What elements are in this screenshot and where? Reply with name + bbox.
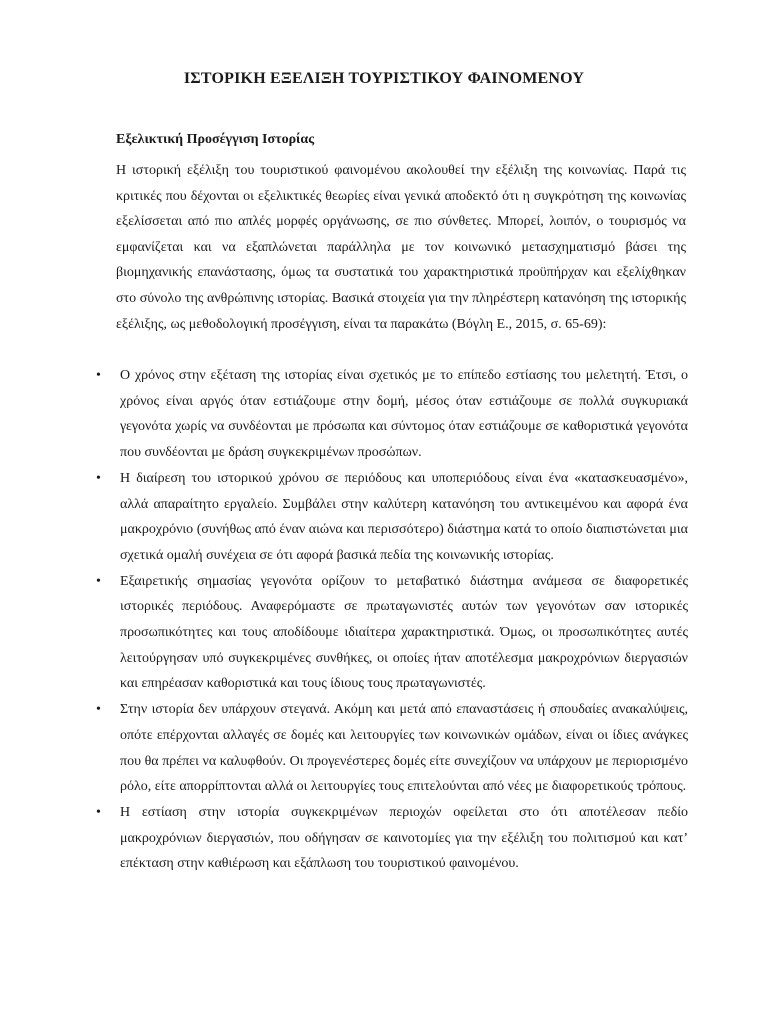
list-item-text: Ο χρόνος στην εξέταση της ιστορίας είναι σχετικός με το επίπεδο εστίασης του μελετητή. Έτσι, ο χρόνος είναι αργός όταν εστιάζουμε στην δομή, μέσος όταν εστιάζουμε σε πολλά συγκυριακά γεγονότα χωρίς να συνδέονται με πρόσωπα και σύντομος όταν εστιάζουμε σε καθοριστικά γεγονότα που συνδέονται με δράση συγκεκριμένων προσώπων. [120,368,688,461]
intro-paragraph: Η ιστορική εξέλιξη του τουριστικού φαινομένου ακολουθεί την εξέλιξη της κοινωνίας. Παρά τις κριτικές που δέχονται οι εξελικτικές θεωρίες είναι γενικά αποδεκτό ότι η συγκρότηση της κοινωνίας εξελίσσεται από πιο απλές μορφές οργάνωσης, σε πιο σύνθετες. Μπορεί, λοιπόν, ο τουρισμός να εμφανίζεται και να εξαπλώνεται παράλληλα με τον κοινωνικό μετασχηματισμό βάσει της βιομηχανικής επανάστασης, όμως τα συστατικά του χαρακτηριστικά προϋπήρχαν και εξελίχθηκαν στο σύνολο της ανθρώπινης ιστορίας. Βασικά στοιχεία για την πληρέστερη κατανόηση της ιστορικής εξέλιξης, ως μεθοδολογική προσέγγιση, είναι τα παρακάτω (Βόγλη Ε., 2015, σ. 65-69): [116,163,686,332]
document-title: ΙΣΤΟΡΙΚΗ ΕΞΕΛΙΞΗ ΤΟΥΡΙΣΤΙΚΟΥ ΦΑΙΝΟΜΕΝΟΥ [183,70,585,87]
bullet-list [96,363,688,877]
section-heading: Εξελικτική Προσέγγιση Ιστορίας [116,132,315,147]
list-item-text: Η εστίαση στην ιστορία συγκεκριμένων περιοχών οφείλεται στο ότι αποτέλεσαν πεδίο μακροχρόνιων διεργασιών, που οδήγησαν σε καινοτομίες για την εξέλιξη του πολιτισμού και κατ’ επέκταση στην καθιέρωση και εξάπλωση του τουριστικού φαινομένου. [120,804,688,872]
bullet-icon: • [96,804,101,820]
bullet-icon: • [96,470,101,486]
list-item-text: Εξαιρετικής σημασίας γεγονότα ορίζουν το μεταβατικό διάστημα ανάμεσα σε διαφορετικές ιστορικές περιόδους. Αναφερόμαστε σε πρωταγωνιστές αυτών των γεγονότων σαν ιστορικές προσωπικότητες και τους αποδίδουμε ιδιαίτερα χαρακτηριστικά. Όμως, οι προσωπικότητες αυτές λειτούργησαν υπό συγκεκριμένες συνθήκες, οι οποίες ήταν αποτέλεσμα μακροχρόνιων διεργασιών και επηρέασαν καθοριστικά και τους ίδιους τους πρωταγωνιστές. [120,573,688,692]
list-item-text: Στην ιστορία δεν υπάρχουν στεγανά. Ακόμη και μετά από επαναστάσεις ή σπουδαίες ανακαλύψεις, οπότε επέρχονται αλλαγές σε δομές και λειτουργίες των κοινωνικών ομάδων, είναι οι ίδιες ανάγκες που θα πρέπει να καλυφθούν. Οι προγενέστερες δομές είτε συνεχίζουν να υπάρχουν με περιορισμένο ρόλο, είτε απορρίπτονται αλλά οι λειτουργίες τους επιτελούνται από νέες με διαφορετικούς τρόπους. [120,702,688,795]
list-item [96,800,688,877]
bullet-icon: • [96,573,101,589]
bullet-icon: • [96,702,101,718]
list-item-text: Η διαίρεση του ιστορικού χρόνου σε περιόδους και υποπεριόδους είναι ένα «κατασκευασμένο», αλλά απαραίτητο εργαλείο. Συμβάλει στην καλύτερη κατανόηση του αντικειμένου και αφορά ένα μακροχρόνιο (συνήθως από έναν αιώνα και περισσότερο) διάστημα κατά το οποίο διαπιστώνεται μια σχετικά ομαλή συνέχεια σε ότι αφορά βασικά πεδία της κοινωνικής ιστορίας. [120,470,688,563]
list-item [96,466,688,569]
list-item [96,569,688,698]
list-item [96,363,688,466]
list-item [96,697,688,800]
bullet-icon: • [96,368,101,383]
